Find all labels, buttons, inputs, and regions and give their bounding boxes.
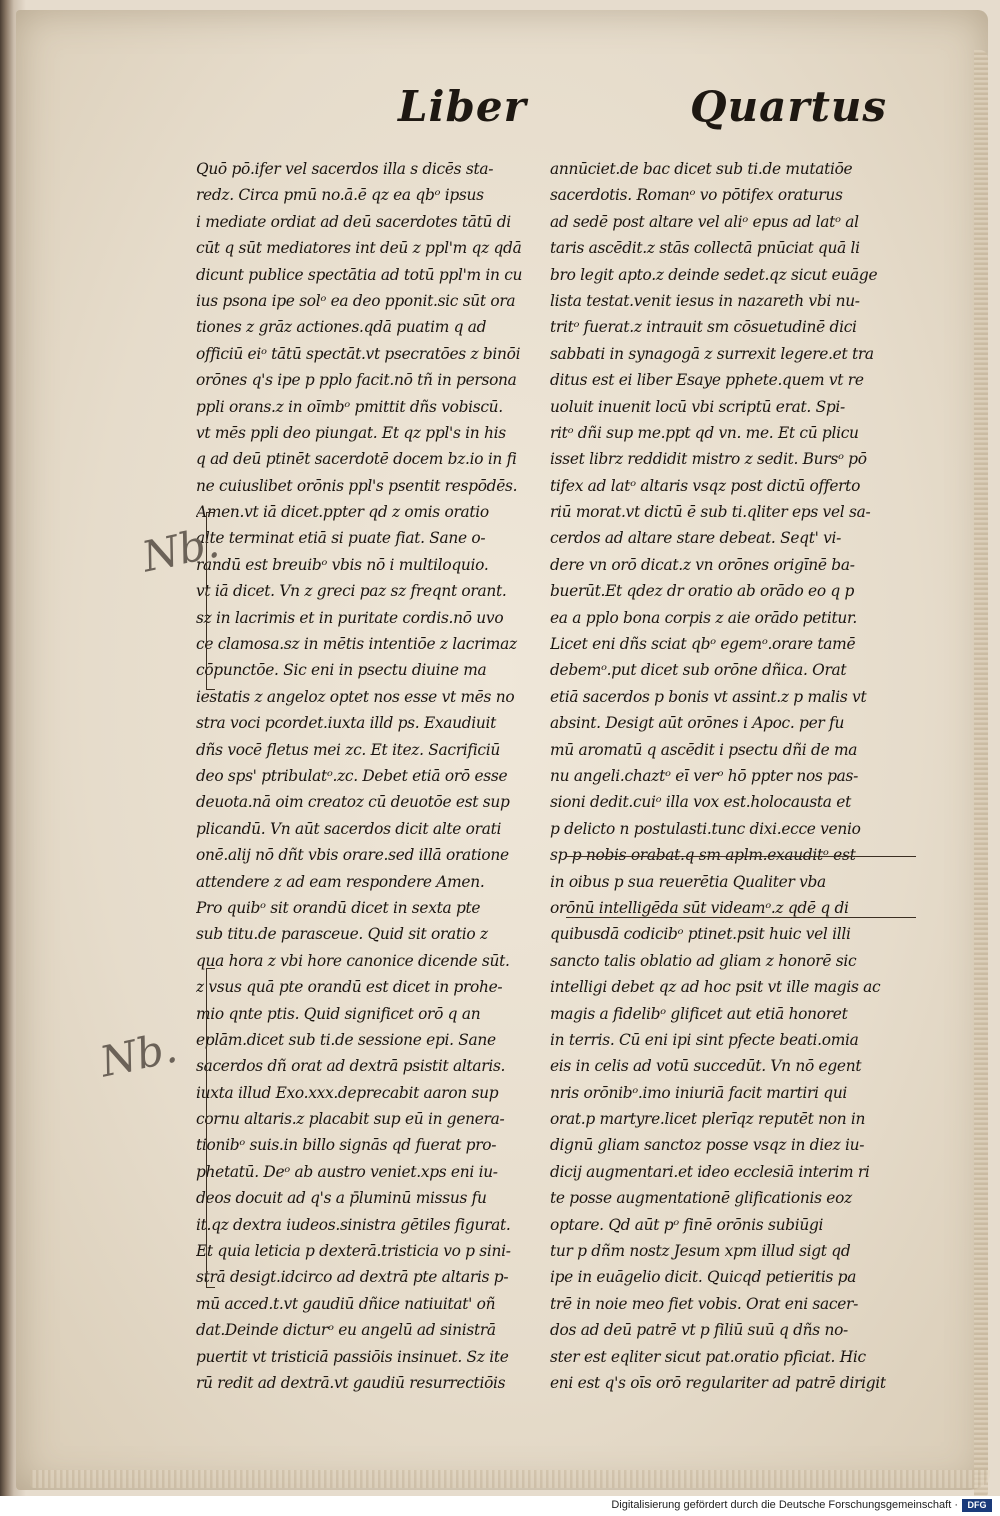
text-line: z vsus quā pte orandū est dicet in prohe- [196, 978, 503, 997]
text-line: intelligi debet qz ad hoc psit vt ille magis ac [550, 978, 881, 997]
text-line: stra voci pcordet.iuxta illd ps. Exaudiuit [196, 714, 497, 733]
text-line: trē in noie meo fiet vobis. Orat eni sacer- [550, 1294, 858, 1313]
text-line: ad sedē post altare vel aliᵒ epus ad latᵒ al [550, 212, 859, 231]
text-line: attendere z ad eam respondere Amen. [196, 872, 485, 891]
text-line: cornu altaris.z placabit sup eū in genera- [196, 1110, 505, 1129]
text-line: officiū eiᵒ tātū spectāt.vt psecratōes z binōi [196, 344, 521, 363]
text-line: ritᵒ dñi sup me.ppt qd vn. me. Et cū plicu [550, 423, 859, 442]
text-line: deo sps' ptribulatᵒ.zc. Debet etiā orō esse [196, 766, 508, 785]
text-line: mū acced.t.vt gaudiū dñice natiuitat' oñ [196, 1294, 496, 1313]
running-head-right: Quartus [690, 82, 888, 131]
text-line: deuota.nā oim creatoz cū deuotōe est sup [196, 793, 510, 812]
text-line: tiones z grāz actiones.qdā puatim q ad [196, 318, 487, 337]
text-line: in oibus p sua reuerētia Qualiter vba [550, 872, 826, 891]
text-line: tionibᵒ suis.in billo signās qd fuerat pro- [196, 1136, 497, 1155]
text-line: it.qz dextra iudeos.sinistra gētiles figurat. [196, 1215, 511, 1234]
dfg-logo: DFG [962, 1499, 992, 1512]
text-line: nris orōnibᵒ.imo iniuriā facit martiri qui [550, 1083, 848, 1102]
page-edge [974, 50, 988, 1500]
text-line: ipe in euāgelio dicit. Quicqd petieritis pa [550, 1268, 857, 1287]
text-line: sub titu.de parasceue. Quid sit oratio z [196, 925, 488, 944]
text-line: nu angeli.chaztᵒ eī verᵒ hō ppter nos pas- [550, 766, 859, 785]
text-line: vt iā dicet. Vn z greci paz sz freqnt orant. [196, 582, 507, 601]
text-line: p delicto n postulasti.tunc dixi.ecce venio [550, 819, 861, 838]
text-line: ster est eqliter sicut pat.oratio pficiat. Hic [550, 1347, 866, 1366]
running-head-left: Liber [398, 82, 527, 131]
text-line: alte terminat etiā si puate fiat. Sane o- [196, 529, 486, 548]
page-bottom-edge [30, 1470, 990, 1488]
text-line: onē.alij nō dñt vbis orare.sed illā oratione [196, 846, 509, 865]
text-line: dicunt publice spectātia ad totū ppl'm in cu [196, 265, 523, 284]
text-line: Quō pō.ifer vel sacerdos illa s dicēs sta- [196, 160, 494, 178]
text-line: etiā sacerdos p bonis vt assint.z p malis vt [550, 687, 867, 706]
text-line: cōpunctōe. Sic eni in psectu diuine ma [196, 661, 487, 680]
underline-mark [566, 856, 916, 918]
footer-bar [0, 1496, 1000, 1516]
text-line: tur p dñm nostz Jesum xpm illud sigt qd [550, 1242, 851, 1261]
text-line: sacerdos dñ orat ad dextrā psistit altaris. [196, 1057, 506, 1076]
text-line: cūt q sūt mediatores int deū z ppl'm qz qdā [196, 239, 522, 258]
text-line: Licet eni dñs sciat qbᵒ egemᵒ.orare tamē [550, 635, 856, 654]
text-line: dat.Deinde dicturᵒ eu angelū ad sinistrā [196, 1321, 496, 1340]
text-line: buerūt.Et qdez dr oratio ab orādo eo q p [550, 582, 855, 601]
text-line: dicij augmentari.et ideo ecclesiā interim ri [550, 1162, 870, 1181]
text-line: eis in celis ad votū succedūt. Vn nō egent [550, 1057, 862, 1076]
text-line: lista testat.venit iesus in nazareth vbi nu- [550, 291, 860, 310]
text-line: vt mēs ppli deo piungat. Et qz ppl's in his [196, 423, 506, 442]
text-line: orat.p martyre.licet plerīqz reputēt non in [550, 1110, 866, 1129]
text-line: tritᵒ fuerat.z intrauit sm cōsuetudinē dici [550, 318, 857, 337]
text-line: ius psona ipe solᵒ ea deo pponit.sic sūt ora [196, 291, 516, 310]
text-line: ea a pplo bona corpis z aie orādo petitur. [550, 608, 857, 627]
text-line: mū aromatū q ascēdit i psectu dñi de ma [550, 740, 858, 759]
text-line: Amen.vt iā dicet.ppter qd z omis oratio [196, 503, 489, 522]
text-line: sancto talis oblatio ad gliam z honorē sic [550, 951, 857, 970]
text-line: deos docuit ad q's a p̄luminū missus fu [196, 1189, 487, 1208]
text-line: rū redit ad dextrā.vt gaudiū resurrectiōis [196, 1373, 506, 1392]
text-line: taris ascēdit.z stās collectā pnūciat quā li [550, 239, 860, 258]
text-line: Pro quibᵒ sit orandū dicet in sexta pte [196, 898, 481, 917]
text-line: debemᵒ.put dicet sub orōne dñica. Orat [550, 661, 847, 680]
text-line: i mediate ordiat ad deū sacerdotes tātū di [196, 212, 511, 231]
text-line: sabbati in synagogā z surrexit legere.et tra [550, 344, 874, 363]
footer-credit: Digitalisierung gefördert durch die Deutsche Forschungsgemeinschaft · [611, 1499, 958, 1511]
text-line: redz. Circa pmū no.ā.ē qz ea qbᵒ ipsus [196, 186, 484, 205]
text-line: tifex ad latᵒ altaris vsqz post dictū offerto [550, 476, 861, 495]
text-line: optare. Qd aūt pᵒ finē orōnis subiūgi [550, 1215, 824, 1234]
text-line: Et quia leticia p dexterā.tristicia vo p sini- [196, 1242, 511, 1261]
running-head [200, 82, 888, 142]
text-line: strā desigt.idcirco ad dextrā pte altaris p- [196, 1268, 509, 1287]
text-line: dos ad deū patrē vt p filiū suū q dñs no- [550, 1321, 848, 1340]
text-line: qua hora z vbi hore canonice dicende sūt. [196, 951, 510, 970]
text-line: phetatū. Deᵒ ab austro veniet.xps eni iu- [196, 1162, 498, 1181]
text-line: absint. Desigt aūt orōnes i Apoc. per fu [550, 714, 845, 733]
text-line: cerdos ad altare stare debeat. Seqt' vi- [550, 529, 842, 548]
text-line: te posse augmentationē glificationis eoz [550, 1189, 852, 1208]
text-line: riū morat.vt dictū ē sub ti.qliter eps vel sa- [550, 503, 871, 522]
left-text-column [196, 156, 546, 1396]
margin-note: Nb. [95, 1022, 182, 1087]
margin-bracket [206, 968, 215, 1288]
text-line: uoluit inuenit locū vbi scriptū erat. Spi- [550, 397, 845, 416]
text-line: ppli orans.z in oīmbᵒ pmittit dñs vobiscū. [196, 397, 503, 416]
text-line: dere vn orō dicat.z vn orōnes origīnē ba- [550, 555, 855, 574]
text-line: ditus est ei liber Esaye pphete.quem vt re [550, 371, 864, 390]
text-line: puertit vt tristiciā passiōis insinuet. Sz ite [196, 1347, 509, 1366]
text-line: mio qnte ptis. Quid significet orō q an [196, 1004, 481, 1023]
text-line: quibusdā codicibᵒ ptinet.psit huic vel illi [550, 925, 851, 944]
text-line: sp p nobis orabat.q sm aplm.exauditᵒ est [550, 846, 856, 865]
text-line: plicandū. Vn aūt sacerdos dicit alte orati [196, 819, 502, 838]
text-line: ne cuiuslibet orōnis ppl's psentit respōdēs. [196, 476, 518, 495]
text-line: orōnes q's ipe p pplo facit.nō tñ in persona [196, 371, 517, 390]
text-line: iestatis z angeloz optet nos esse vt mēs no [196, 687, 515, 706]
text-line: isset librz reddidit mistro z sedit. Bursᵒ pō [550, 450, 867, 469]
text-line: iuxta illud Exo.xxx.deprecabit aaron sup [196, 1083, 499, 1102]
text-line: bro legit apto.z deinde sedet.qz sicut euāge [550, 265, 878, 284]
text-line: sacerdotis. Romanᵒ vo pōtifex oraturus [550, 186, 843, 205]
text-line: ce clamosa.sz in mētis intentiōe z lacrimaz [196, 635, 517, 654]
text-line: dignū gliam sanctoz posse vsqz in diez iu- [550, 1136, 865, 1155]
text-line: eni est q's oīs orō regulariter ad patrē dirigit [550, 1373, 886, 1392]
text-line: eplām.dicet sub ti.de sessione epi. Sane [196, 1030, 496, 1049]
text-line: orōnū intelligēda sūt videamᵒ.z qdē q di [550, 898, 849, 917]
text-line: annūciet.de bac dicet sub ti.de mutatiōe [550, 160, 853, 178]
text-line: sioni dedit.cuiᵒ illa vox est.holocausta et [550, 793, 851, 812]
text-line: dñs vocē fletus mei zc. Et itez. Sacrificiū [196, 740, 500, 759]
text-line: magis a fidelibᵒ glificet aut etiā honoret [550, 1004, 848, 1023]
text-line: q ad deū ptinēt sacerdotē docem bz.io in fi [196, 450, 517, 469]
right-text-column [550, 156, 910, 1396]
margin-note: Nb. [137, 517, 224, 582]
text-line: in terris. Cū eni ipi sint pfecte beati.omia [550, 1030, 859, 1049]
text-line: randū est breuibᵒ vbis nō i multiloquio. [196, 555, 489, 574]
text-line: sz in lacrimis et in puritate cordis.nō uvo [196, 608, 504, 627]
